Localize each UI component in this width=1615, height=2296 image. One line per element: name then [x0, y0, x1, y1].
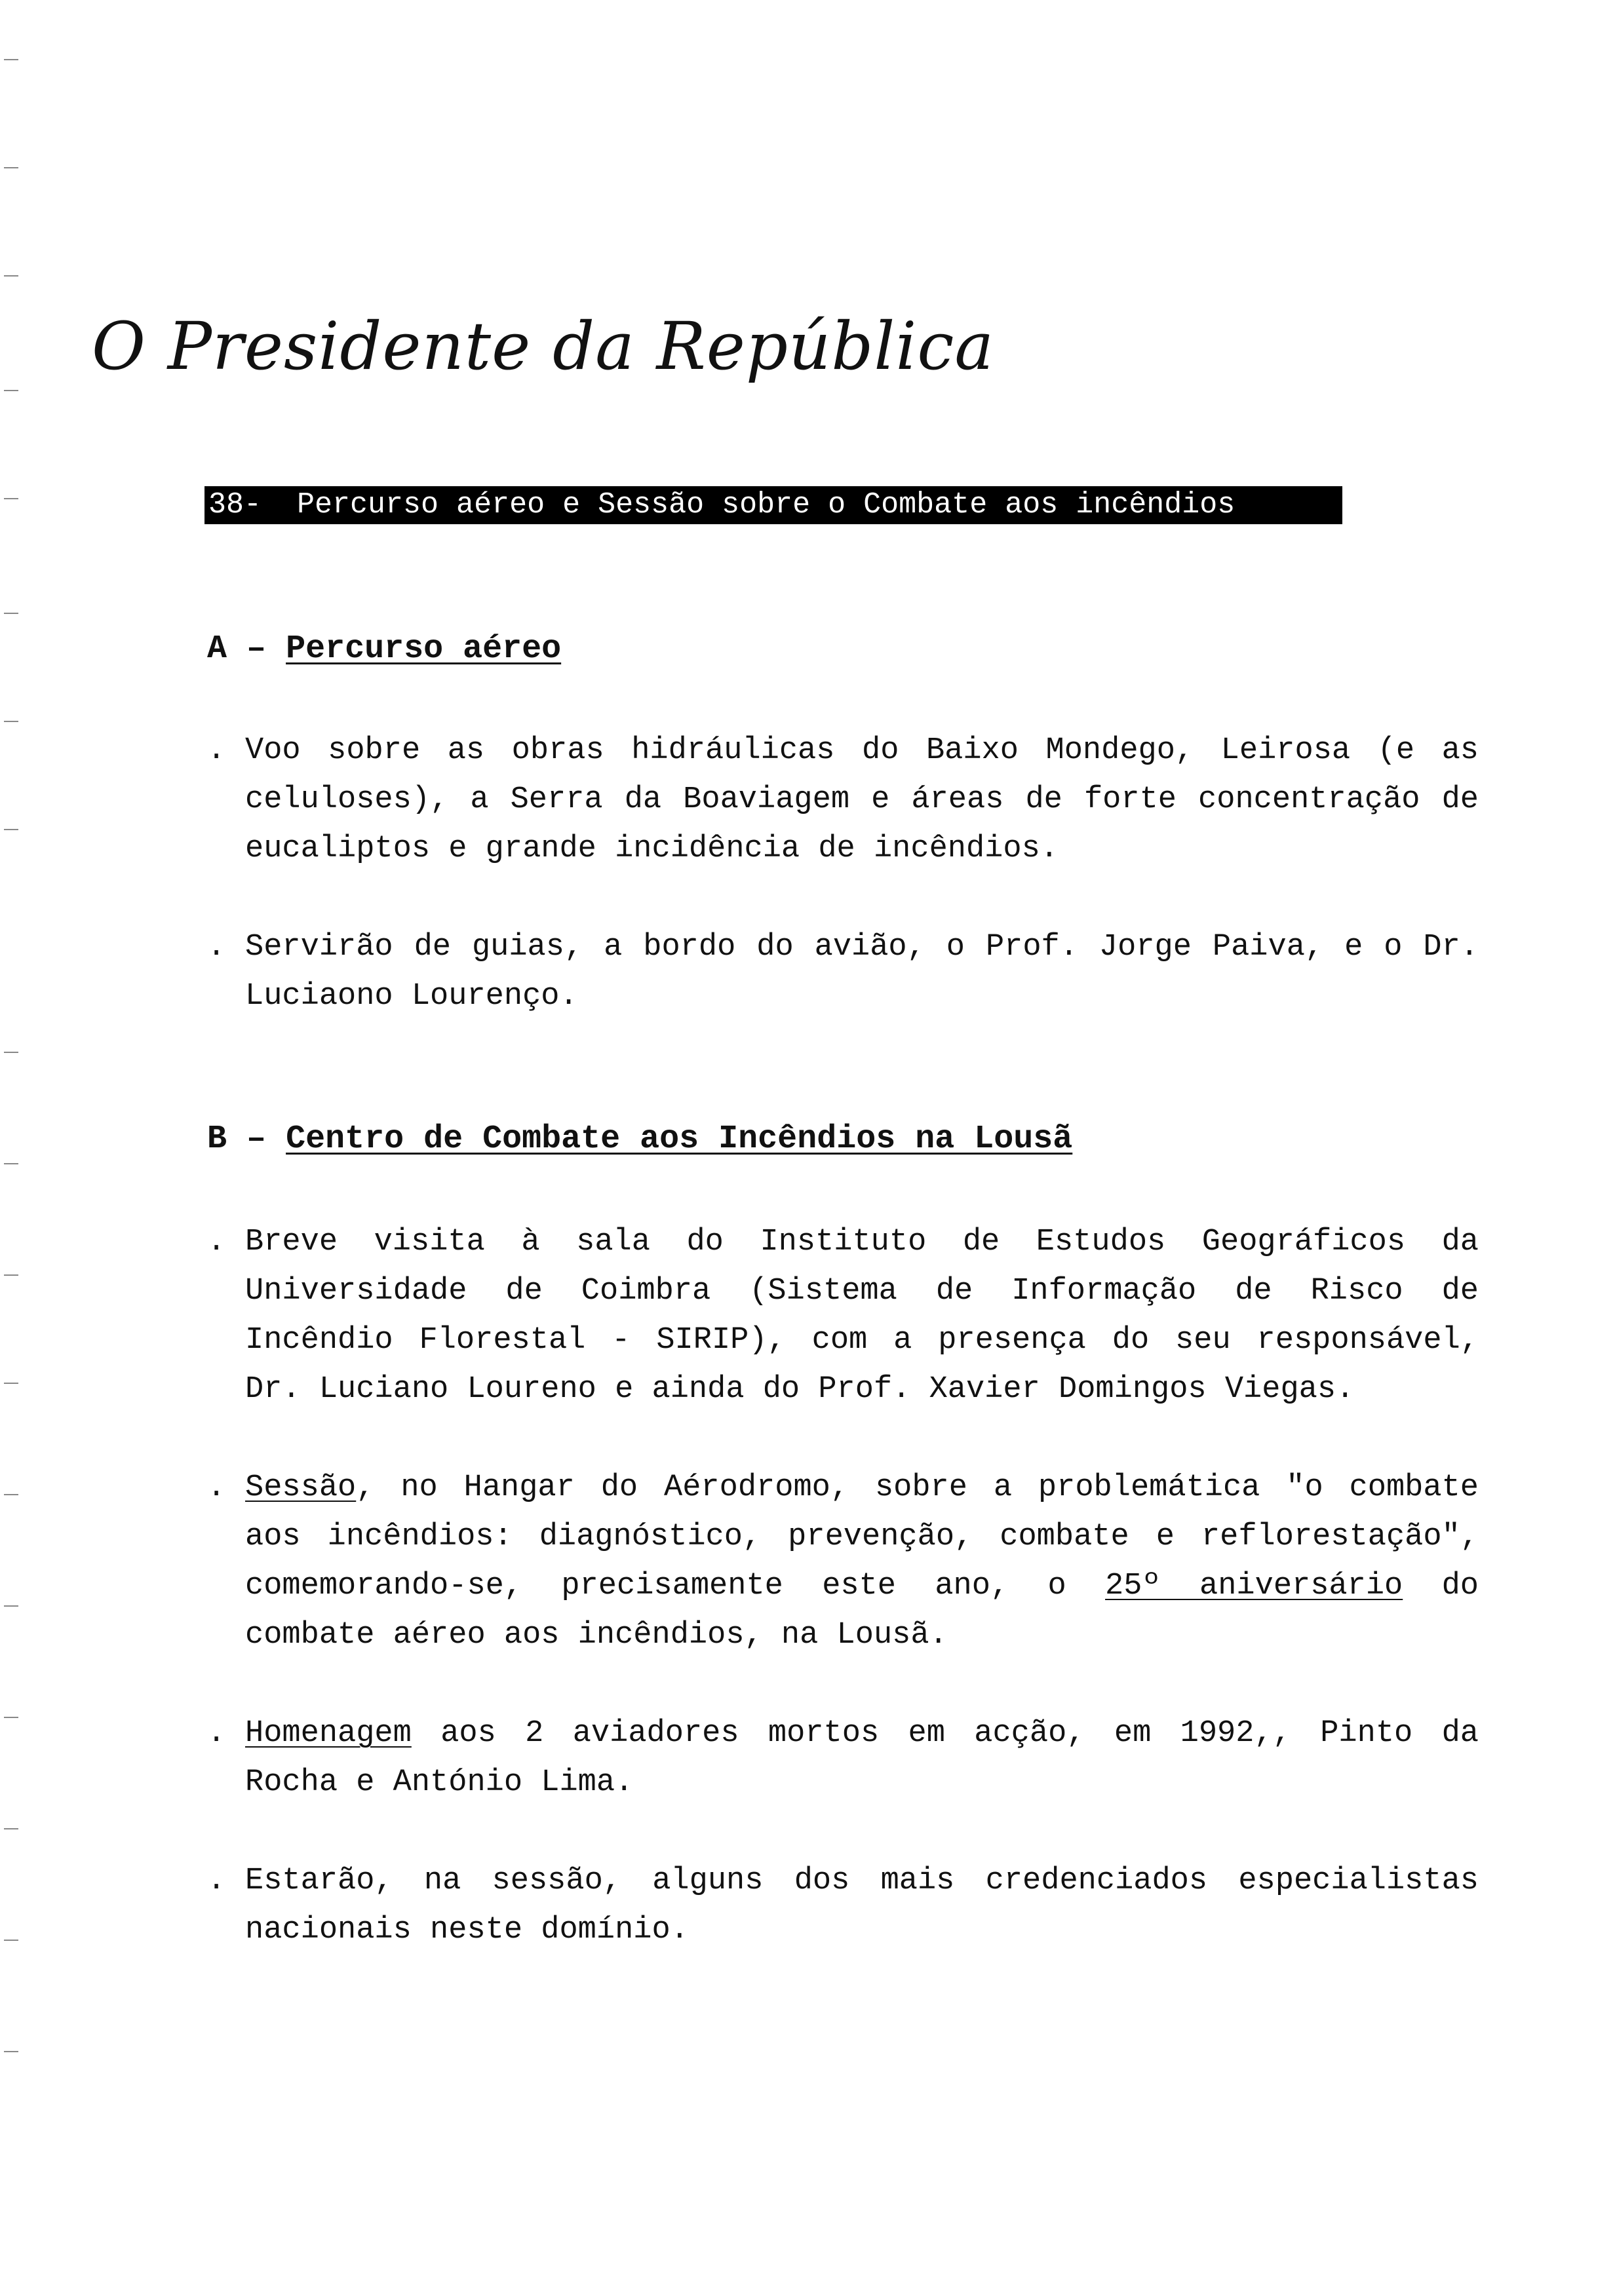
item-lead-underlined: Sessão [245, 1470, 357, 1505]
bullet: . [207, 733, 226, 768]
section-a-title: Percurso aéreo [286, 630, 562, 668]
section-b-item-2 [207, 1463, 1479, 1660]
section-a-item-2 [207, 923, 1479, 1021]
section-b-item-3 [207, 1709, 1479, 1807]
section-b-item-4 [207, 1856, 1479, 1955]
item-text: Estarão, na sessão, alguns dos mais credenciados especialistas nacionais neste domínio. [245, 1864, 1479, 1947]
item-text-rest: aos 2 aviadores mortos em acção, em 1992,, Pinto da Rocha e António Lima. [245, 1716, 1479, 1800]
item-underlined-phrase: 25º aniversário [1105, 1569, 1403, 1603]
item-text-part-b: do combate aéreo aos incêndios, na Lousã. [245, 1569, 1479, 1653]
section-b-heading [207, 1120, 1072, 1158]
section-a-item-1 [207, 726, 1479, 873]
document-title-bar: 38- Percurso aéreo e Sessão sobre o Combate aos incêndios [204, 486, 1342, 524]
bullet: . [207, 930, 226, 965]
section-a-heading [207, 630, 561, 668]
section-a-letter: A [207, 630, 227, 668]
bullet: . [207, 1864, 226, 1898]
section-b-item-1 [207, 1217, 1479, 1414]
bullet: . [207, 1716, 226, 1751]
item-text-part-a: , no Hangar do Aérodromo, sobre a problemática "o combate aos incêndios: diagnóstico, prevenção, combate e reflorestação", comemorando-se, precisamente este ano, o [245, 1470, 1479, 1603]
letterhead: O Presidente da República [92, 308, 995, 385]
item-text: Breve visita à sala do Instituto de Estudos Geográficos da Universidade de Coimbra (Sistema de Informação de Risco de Incêndio Florestal - SIRIP), com a presença do seu responsável, Dr. Luciano Loureno e ainda do Prof. Xavier Domingos Viegas. [245, 1225, 1479, 1407]
item-text: Servirão de guias, a bordo do avião, o Prof. Jorge Paiva, e o Dr. Luciaono Lourenço. [245, 930, 1479, 1014]
item-lead-underlined: Homenagem [245, 1716, 412, 1751]
margin-punch-marks [0, 0, 26, 2296]
item-text [245, 1463, 1479, 1660]
bullet: . [207, 1470, 226, 1505]
bullet: . [207, 1225, 226, 1259]
section-b-dash: – [246, 1120, 267, 1158]
section-b-letter: B [207, 1120, 227, 1158]
section-b-title: Centro de Combate aos Incêndios na Lousã [286, 1120, 1073, 1158]
item-text: Voo sobre as obras hidráulicas do Baixo Mondego, Leirosa (e as celuloses), a Serra da Boaviagem e áreas de forte concentração de eucaliptos e grande incidência de incêndios. [245, 733, 1479, 866]
item-text [245, 1709, 1479, 1807]
section-a-dash: – [246, 630, 267, 668]
